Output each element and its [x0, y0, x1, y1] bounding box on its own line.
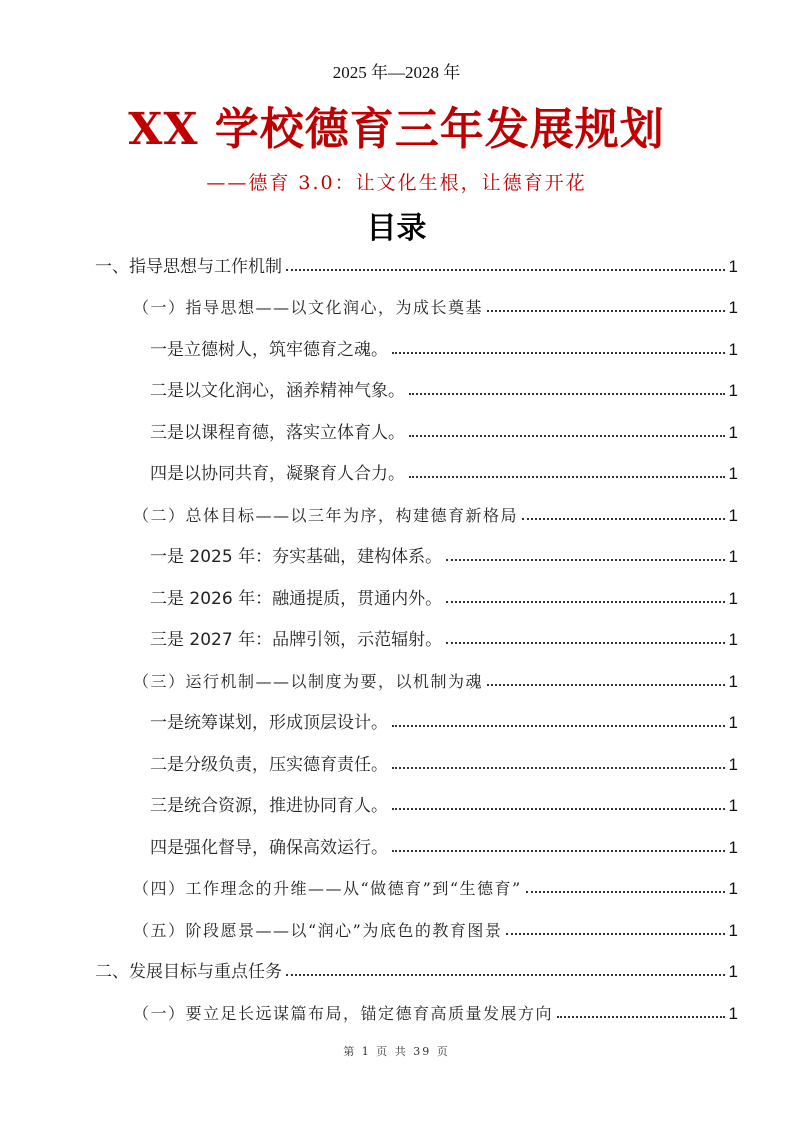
toc-page-number: 1	[728, 257, 738, 276]
toc-entry-text: 四是强化督导，确保高效运行。	[150, 838, 388, 858]
toc-entry[interactable]	[133, 874, 738, 904]
toc-leader-dots	[392, 849, 725, 852]
toc-page-number: 1	[728, 755, 738, 774]
toc-entry[interactable]	[133, 293, 738, 323]
toc-entry-text: 二、发展目标与重点任务	[95, 962, 282, 982]
toc-entry-text: 二是以文化润心，涵养精神气象。	[150, 381, 405, 401]
toc-entry-text: （三）运行机制——以制度为要，以机制为魂	[133, 672, 484, 691]
toc-entry-text: （一）指导思想——以文化润心，为成长奠基	[133, 298, 484, 317]
year-range: 2025 年—2028 年	[332, 63, 461, 82]
toc-leader-dots	[487, 309, 725, 312]
toc-entry[interactable]	[95, 957, 738, 987]
toc-page-number: 1	[728, 838, 738, 857]
toc-entry-text: 三是统合资源，推进协同育人。	[150, 796, 388, 816]
toc-entry[interactable]	[133, 667, 738, 697]
document-title: XX 学校德育三年发展规划	[128, 104, 665, 155]
toc-page-number: 1	[728, 298, 738, 317]
toc-entry-text: （一）要立足长远谋篇布局，锚定德育高质量发展方向	[133, 1004, 554, 1023]
toc-page-number: 1	[728, 672, 738, 691]
toc-page-number: 1	[728, 796, 738, 815]
toc-leader-dots	[392, 351, 725, 354]
toc-page-number: 1	[728, 423, 738, 442]
toc-entry[interactable]	[95, 252, 738, 282]
toc-leader-dots	[392, 807, 725, 810]
toc-leader-dots	[409, 475, 725, 478]
toc-leader-dots	[392, 766, 725, 769]
toc-entry[interactable]	[133, 999, 738, 1029]
toc-leader-dots	[526, 890, 725, 893]
toc-entry-text: 二是分级负责，压实德育责任。	[150, 755, 388, 775]
toc-leader-dots	[286, 973, 725, 976]
toc-page-number: 1	[728, 340, 738, 359]
toc-entry-text: （四）工作理念的升维——从“做德育”到“生德育”	[133, 879, 522, 898]
toc-leader-dots	[487, 683, 725, 686]
toc-page-number: 1	[728, 381, 738, 400]
toc-page-number: 1	[728, 506, 738, 525]
toc-page-number: 1	[728, 921, 738, 940]
toc-leader-dots	[446, 558, 724, 561]
toc-leader-dots	[557, 1015, 725, 1018]
toc-entry-text: 二是 2026 年：融通提质，贯通内外。	[150, 589, 443, 609]
toc-heading: 目录	[366, 211, 427, 246]
toc-entry[interactable]	[150, 459, 738, 489]
toc-entry-text: 三是 2027 年：品牌引领，示范辐射。	[150, 630, 443, 650]
toc-leader-dots	[522, 517, 725, 520]
toc-page-number: 1	[728, 962, 738, 981]
toc-entry[interactable]	[150, 750, 738, 780]
toc-leader-dots	[409, 434, 725, 437]
toc-leader-dots	[446, 600, 724, 603]
toc-entry-text: 三是以课程育德，落实立体育人。	[150, 423, 405, 443]
toc-page-number: 1	[728, 713, 738, 732]
toc-page-number: 1	[728, 464, 738, 483]
toc-leader-dots	[446, 641, 724, 644]
toc-leader-dots	[506, 932, 724, 935]
toc-entry[interactable]	[150, 418, 738, 448]
toc-entry-text: 一是统筹谋划，形成顶层设计。	[150, 713, 388, 733]
toc-entry[interactable]	[150, 376, 738, 406]
toc-entry[interactable]	[150, 584, 738, 614]
toc-entry-text: 四是以协同共育，凝聚育人合力。	[150, 464, 405, 484]
toc-entry[interactable]	[150, 625, 738, 655]
toc-entry-text: 一、指导思想与工作机制	[95, 257, 282, 277]
toc-entry[interactable]	[150, 833, 738, 863]
toc-entry-text: 一是立德树人，筑牢德育之魂。	[150, 340, 388, 360]
toc-entry-text: 一是 2025 年：夯实基础，建构体系。	[150, 547, 443, 567]
toc-entry[interactable]	[133, 501, 738, 531]
toc-entry-text: （二）总体目标——以三年为序，构建德育新格局	[133, 506, 519, 525]
toc-entry[interactable]	[150, 708, 738, 738]
toc-leader-dots	[286, 268, 725, 271]
toc-entry[interactable]	[150, 791, 738, 821]
toc-entry[interactable]	[150, 542, 738, 572]
toc-entry[interactable]	[133, 916, 738, 946]
toc-page-number: 1	[728, 1004, 738, 1023]
toc-entry[interactable]	[150, 335, 738, 365]
toc-page-number: 1	[728, 589, 738, 608]
page-footer: 第 1 页 共 39 页	[343, 1045, 450, 1058]
toc-entry-text: （五）阶段愿景——以“润心”为底色的教育图景	[133, 921, 503, 940]
toc-page-number: 1	[728, 630, 738, 649]
toc-page-number: 1	[728, 879, 738, 898]
toc-leader-dots	[409, 392, 725, 395]
document-subtitle: ——德育 3.0：让文化生根，让德育开花	[206, 172, 587, 194]
toc-leader-dots	[392, 724, 725, 727]
toc-page-number: 1	[728, 547, 738, 566]
